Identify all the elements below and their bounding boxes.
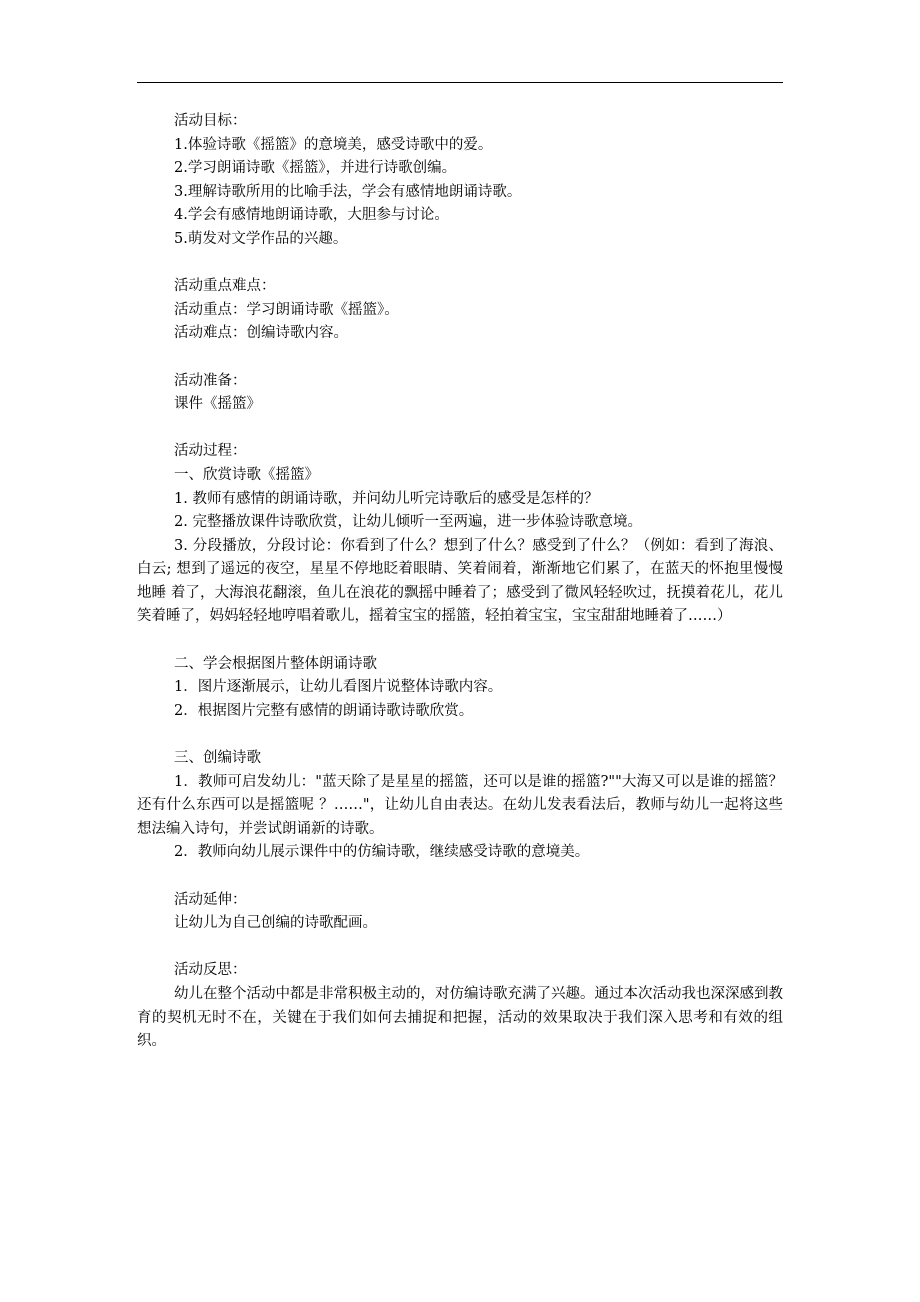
section-gap [137, 417, 783, 441]
process-step: 1．图片逐渐展示，让幼儿看图片说整体诗歌内容。 [174, 679, 503, 696]
process-part2-title: 二、学会根据图片整体朗诵诗歌 [174, 655, 377, 672]
process-part3-title: 三、创编诗歌 [174, 750, 261, 767]
preparation-content: 课件《摇篮》 [174, 396, 261, 413]
header-rule [137, 82, 783, 83]
reflection-paragraph: 幼儿在整个活动中都是非常积极主动的，对仿编诗歌充满了兴趣。通过本次活动我也深深感到教育的契机无时不在，关键在于我们如何去捕捉和把握，活动的效果取决于我们深入思考和有效的组织。 [137, 985, 783, 1050]
section-gap [137, 629, 783, 653]
key-point-text: 活动重点：学习朗诵诗歌《摇篮》。 [174, 301, 399, 318]
process-step: 2．教师向幼儿展示课件中的仿编诗歌，继续感受诗歌的意境美。 [174, 844, 590, 861]
goal-item: 5.萌发对文学作品的兴趣。 [174, 230, 348, 247]
goals-heading: 活动目标： [174, 113, 247, 129]
process-step: 2．根据图片完整有感情的朗诵诗歌诗歌欣赏。 [174, 702, 474, 719]
section-gap [137, 936, 783, 960]
section-gap [137, 346, 783, 370]
reflection-heading: 活动反思： [174, 962, 247, 979]
process-part1-title: 一、欣赏诗歌《摇篮》 [174, 466, 319, 483]
process-step: 1. 教师有感情的朗诵诗歌，并问幼儿听完诗歌后的感受是怎样的？ [174, 490, 599, 507]
process-heading: 活动过程： [174, 443, 247, 460]
process-step: 2. 完整播放课件诗歌欣赏，让幼儿倾听一至两遍，进一步体验诗歌意境。 [174, 514, 642, 531]
goal-item: 3.理解诗歌所用的比喻手法，学会有感情地朗诵诗歌。 [174, 183, 522, 200]
process-step-paragraph: 1．教师可启发幼儿："蓝天除了是星星的摇篮，还可以是谁的摇篮?""大海又可以是谁的摇篮？还有什么东西可以是摇篮呢 ？……"，让幼儿自由表达。在幼儿发表看法后，教师与幼儿一起将这些想法编入诗句，并尝试朗诵新的诗歌。 [137, 773, 783, 837]
section-gap [137, 252, 783, 276]
preparation-heading: 活动准备： [174, 372, 247, 389]
extension-heading: 活动延伸： [174, 891, 247, 908]
difficulty-text: 活动难点：创编诗歌内容。 [174, 325, 348, 342]
document-body [137, 110, 783, 1054]
section-gap [137, 865, 783, 889]
goal-item: 1.体验诗歌《摇篮》的意境美，感受诗歌中的爱。 [174, 136, 493, 153]
key-points-heading: 活动重点难点： [174, 278, 276, 295]
goal-item: 4.学会有感情地朗诵诗歌，大胆参与讨论。 [174, 207, 449, 224]
section-gap [137, 723, 783, 747]
goal-item: 2.学习朗诵诗歌《摇篮》，并进行诗歌创编。 [174, 160, 457, 177]
extension-content: 让幼儿为自己创编的诗歌配画。 [174, 915, 377, 932]
process-step-paragraph: 3. 分段播放，分段讨论：你看到了什么？想到了什么？感受到了什么？（例如：看到了海浪、白云; 想到了遥远的夜空，星星不停地眨着眼睛、笑着闹着，渐渐地它们累了，在蓝天的怀抱里慢慢地睡 着了，大海浪花翻滚，鱼儿在浪花的飘摇中睡着了；感受到了微风轻轻吹过，抚摸着花儿，花儿笑着睡了，妈妈轻轻地哼唱着歌儿，摇着宝宝的摇篮，轻拍着宝宝，宝宝甜甜地睡着了……） [137, 537, 783, 625]
